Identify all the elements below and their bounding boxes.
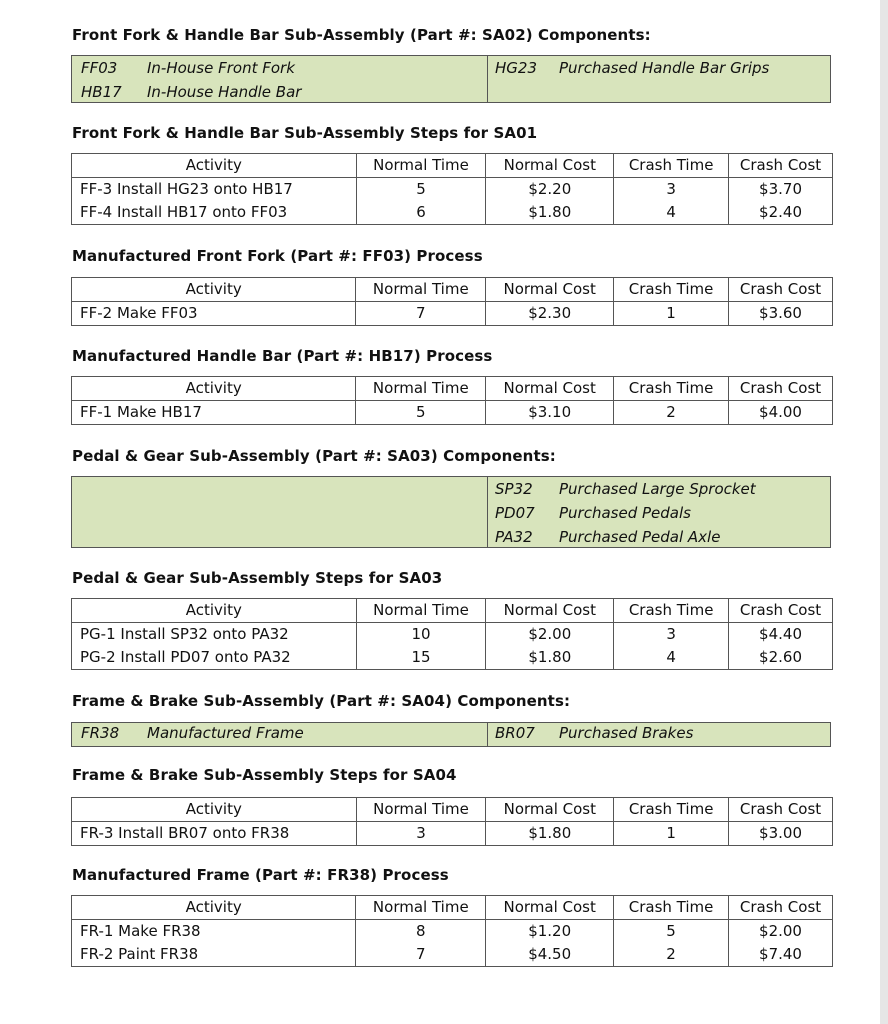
components-box <box>71 476 831 548</box>
table-header: Activity Normal Time Normal Cost Crash Time Crash Cost <box>72 278 833 302</box>
components-box <box>71 55 831 103</box>
process-table <box>71 895 833 967</box>
table-row: FF-2 Make FF03 7 $2.30 1 $3.60 <box>72 302 833 326</box>
table-row: FF-3 Install HG23 onto HB17 5 $2.20 3 $3.70 <box>72 178 833 202</box>
section-heading: Pedal & Gear Sub-Assembly Steps for SA03 <box>72 569 443 587</box>
process-table <box>71 376 833 425</box>
table-header: Activity Normal Time Normal Cost Crash Time Crash Cost <box>72 599 833 623</box>
components-right: BR07 Purchased Brakes <box>495 724 694 742</box>
table-header: Activity Normal Time Normal Cost Crash Time Crash Cost <box>72 377 833 401</box>
section-heading: Front Fork & Handle Bar Sub-Assembly (Part #: SA02) Components: <box>72 26 651 44</box>
components-left: FF03 In-House Front Fork HB17 In-House Handle Bar <box>72 56 488 102</box>
table-header: Activity Normal Time Normal Cost Crash Time Crash Cost <box>72 798 833 822</box>
components-left <box>72 477 488 547</box>
table-row: FF-1 Make HB17 5 $3.10 2 $4.00 <box>72 401 833 425</box>
components-left: FR38 Manufactured Frame <box>72 723 488 746</box>
steps-table <box>71 598 833 670</box>
table-row: FR-1 Make FR38 8 $1.20 5 $2.00 <box>72 920 833 944</box>
section-heading: Manufactured Frame (Part #: FR38) Process <box>72 866 449 884</box>
process-table <box>71 277 833 326</box>
steps-table <box>71 153 833 225</box>
table-row: FR-3 Install BR07 onto FR38 3 $1.80 1 $3.00 <box>72 822 833 846</box>
section-heading: Manufactured Handle Bar (Part #: HB17) Process <box>72 347 493 365</box>
table-row: PG-2 Install PD07 onto PA32 15 $1.80 4 $2.60 <box>72 646 833 670</box>
page-edge <box>880 0 888 1024</box>
components-box <box>71 722 831 747</box>
table-header: Activity Normal Time Normal Cost Crash Time Crash Cost <box>72 154 833 178</box>
steps-table <box>71 797 833 846</box>
section-heading: Frame & Brake Sub-Assembly (Part #: SA04) Components: <box>72 692 571 710</box>
table-row: FF-4 Install HB17 onto FF03 6 $1.80 4 $2.40 <box>72 201 833 225</box>
table-row: PG-1 Install SP32 onto PA32 10 $2.00 3 $4.40 <box>72 623 833 647</box>
section-heading: Frame & Brake Sub-Assembly Steps for SA04 <box>72 766 457 784</box>
section-heading: Manufactured Front Fork (Part #: FF03) Process <box>72 247 483 265</box>
table-row: FR-2 Paint FR38 7 $4.50 2 $7.40 <box>72 943 833 967</box>
section-heading: Pedal & Gear Sub-Assembly (Part #: SA03) Components: <box>72 447 556 465</box>
components-right: HG23 Purchased Handle Bar Grips <box>495 59 770 77</box>
table-header: Activity Normal Time Normal Cost Crash Time Crash Cost <box>72 896 833 920</box>
section-heading: Front Fork & Handle Bar Sub-Assembly Steps for SA01 <box>72 124 538 142</box>
components-right: SP32 Purchased Large Sprocket PD07 Purchased Pedals PA32 Purchased Pedal Axle <box>495 480 756 546</box>
